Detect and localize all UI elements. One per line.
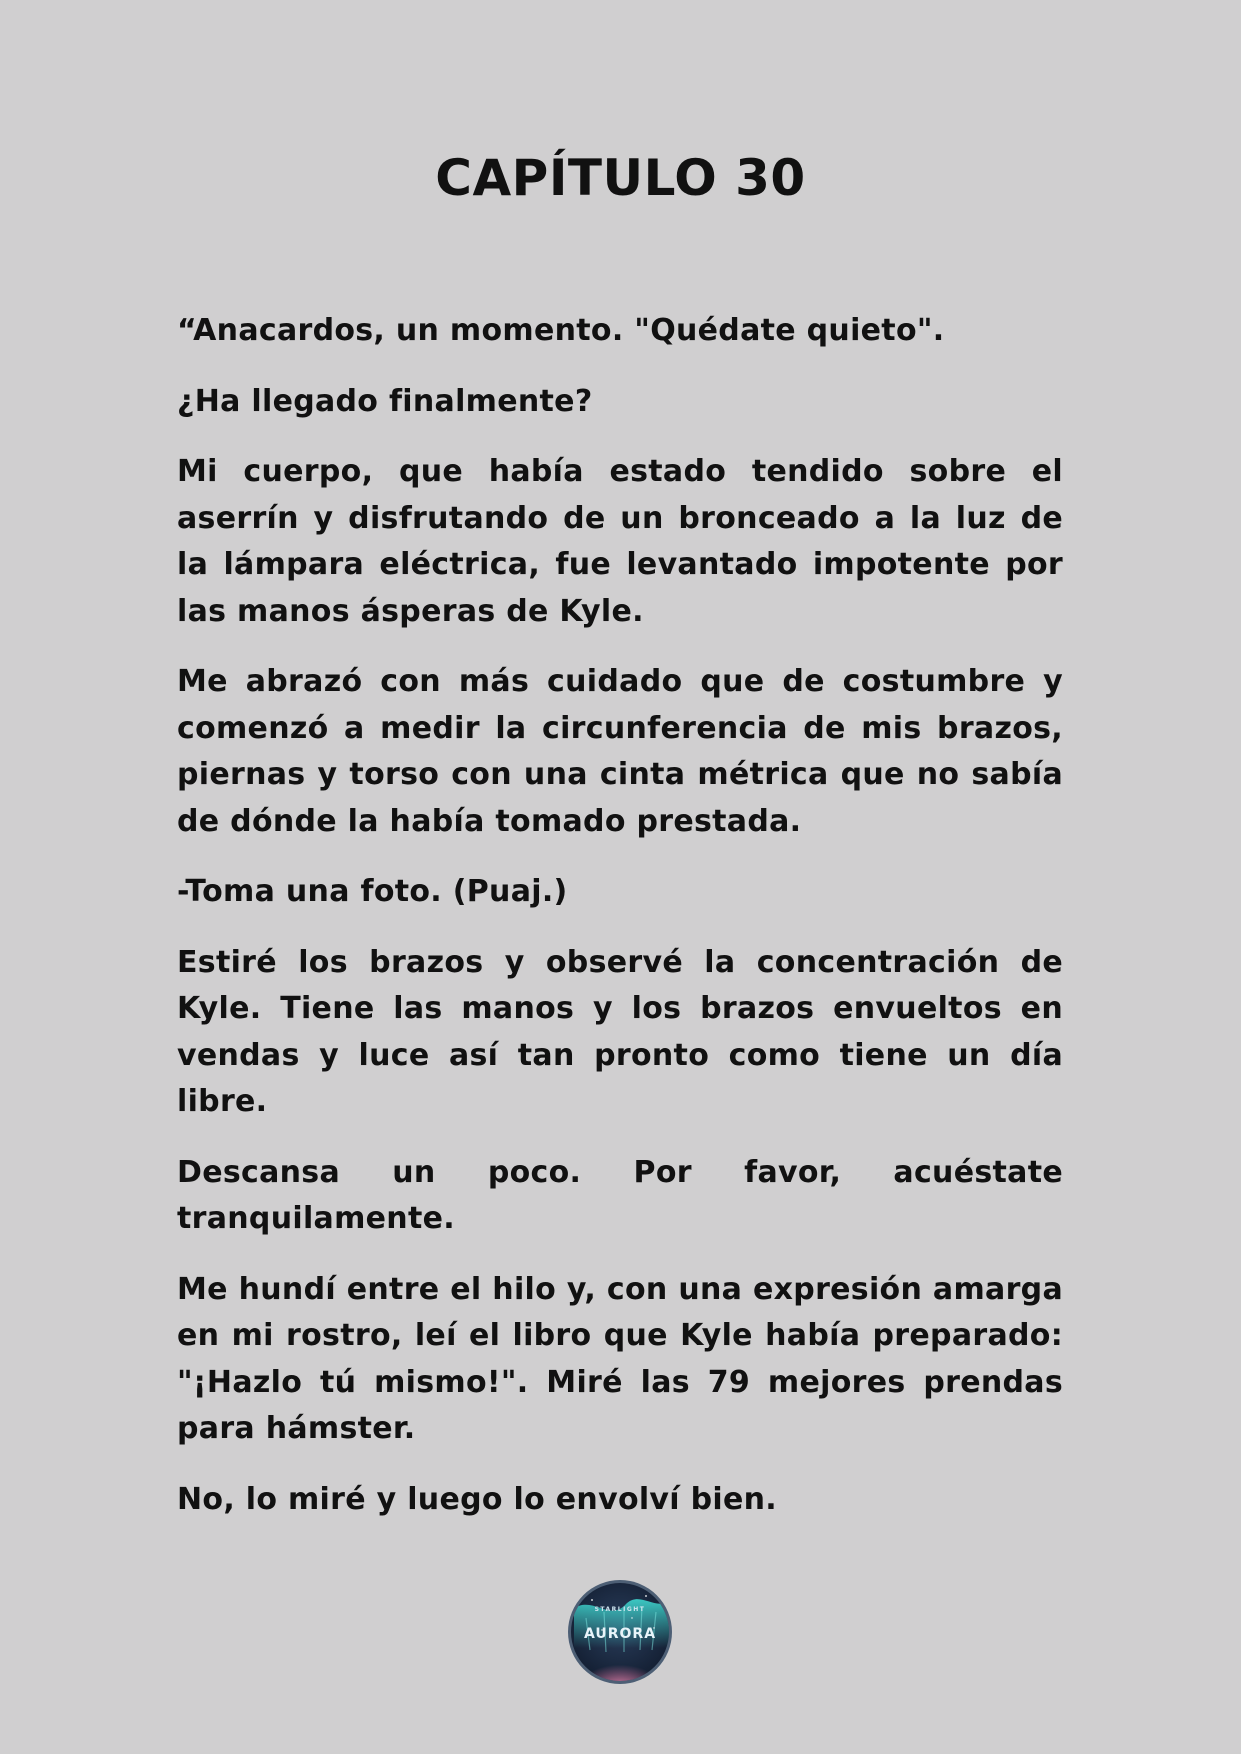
paragraph: Descansa un poco. Por favor, acuéstate tranquilamente. <box>177 1154 1063 1236</box>
paragraph: Me hundí entre el hilo y, con una expresión amarga en mi rostro, leí el libro que Kyle había preparado: "¡Hazlo tú mismo!". Miré las 79 mejores prendas para hámster. <box>177 1271 1063 1446</box>
chapter-body <box>177 308 1063 1547</box>
paragraph: “Anacardos, un momento. "Quédate quieto". <box>177 313 945 348</box>
logo-tagline: STARLIGHT <box>594 1606 646 1613</box>
chapter-title: CAPÍTULO 30 <box>435 149 806 207</box>
paragraph: -Toma una foto. (Puaj.) <box>177 874 568 909</box>
aurora-logo <box>566 1578 674 1686</box>
paragraph: ¿Ha llegado finalmente? <box>177 383 593 419</box>
paragraph: Estiré los brazos y observé la concentración de Kyle. Tiene las manos y los brazos envueltos en vendas y luce así tan pronto como tiene un día libre. <box>177 944 1063 1119</box>
logo-wordmark: AURORA <box>583 1626 657 1642</box>
paragraph: No, lo miré y luego lo envolví bien. <box>177 1481 777 1517</box>
paragraph: Me abrazó con más cuidado que de costumbre y comenzó a medir la circunferencia de mis brazos, piernas y torso con una cinta métrica que no sabía de dónde la había tomado prestada. <box>177 664 1063 839</box>
paragraph: Mi cuerpo, que había estado tendido sobre el aserrín y disfrutando de un bronceado a la luz de la lámpara eléctrica, fue levantado impotente por las manos ásperas de Kyle. <box>177 454 1063 629</box>
